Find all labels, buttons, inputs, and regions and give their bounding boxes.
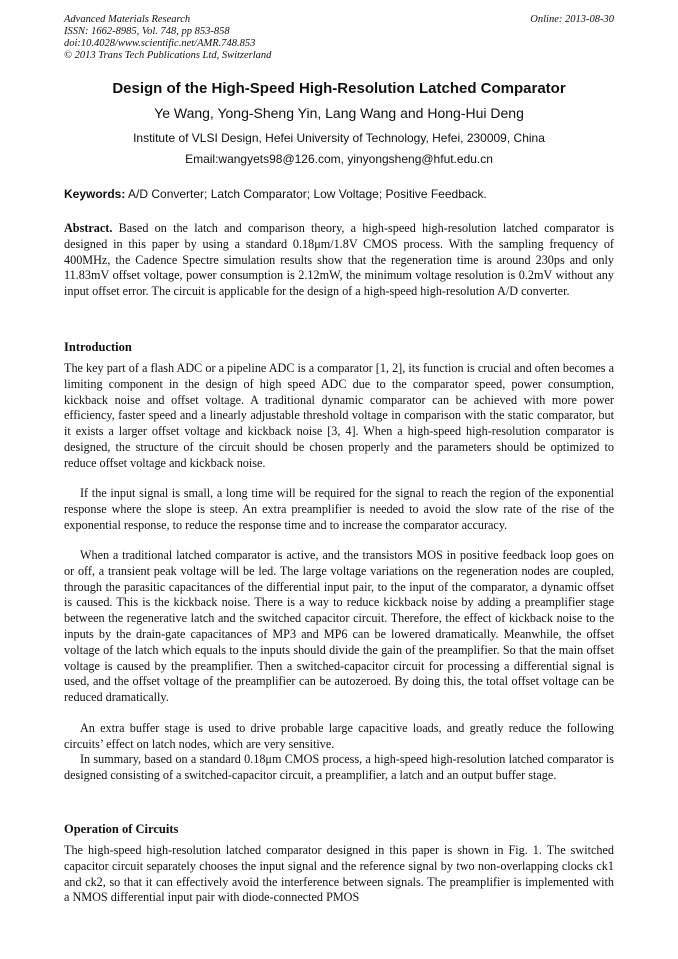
paper-authors: Ye Wang, Yong-Sheng Yin, Lang Wang and Hong-Hui Deng	[154, 105, 524, 121]
intro-paragraph-5: In summary, based on a standard 0.18μm CMOS process, a high-speed high-resolution latched comparator is designed consisting of a switched-capacitor circuit, a preamplifier, a latch and an output buffer stage.	[64, 752, 614, 782]
journal-name: Advanced Materials Research	[64, 14, 191, 25]
keywords	[64, 187, 614, 202]
keywords-text: A/D Converter; Latch Comparator; Low Voltage; Positive Feedback.	[125, 187, 487, 201]
journal-copyright: © 2013 Trans Tech Publications Ltd, Switzerland	[64, 50, 272, 61]
section-heading-operation: Operation of Circuits	[64, 822, 179, 836]
online-date: Online: 2013-08-30	[530, 14, 614, 25]
abstract-text: Based on the latch and comparison theory, a high-speed high-resolution latched comparator is designed in this paper by using a standard 0.18μm/1.8V CMOS process. With the sampling frequency of 400MHz, the Cadence Spectre simulation results show that the regeneration time is around 230ps and only 11.83mV offset voltage, power consumption is 2.12mW, the minimum voltage resolution is 0.2mV without any input offset error. The circuit is applicable for the design of a high-speed high-resolution A/D converter.	[64, 221, 614, 299]
paper-email: Email:wangyets98@126.com, yinyongsheng@hfut.edu.cn	[185, 152, 493, 166]
intro-paragraph-1: The key part of a flash ADC or a pipeline ADC is a comparator [1, 2], its function is crucial and often becomes a limiting component in the design of high speed ADC due to the comparator speed, power consumption, kickback noise and offset voltage. A traditional dynamic comparator can be achieved with more power efficiency, faster speed and a linearly adjustable threshold voltage in comparison with the static comparator, but it exists a larger offset voltage and kickback noise [3, 4]. When a high-speed high-resolution comparator is designed, the structure of the circuit should be chosen properly and the parameters should be optimized to reduce offset voltage and kickback noise.	[64, 361, 614, 470]
journal-issn: ISSN: 1662-8985, Vol. 748, pp 853-858	[64, 26, 230, 37]
abstract	[64, 221, 614, 300]
journal-doi: doi:10.4028/www.scientific.net/AMR.748.853	[64, 38, 256, 49]
intro-paragraph-3: When a traditional latched comparator is active, and the transistors MOS in positive feedback loop goes on or off, a transient peak voltage will be led. The large voltage variations on the regeneration nodes are coupled, through the parasitic capacitances of the differential input pair, to the input of the comparator, a dynamic offset is caused. This is the kickback noise. There is a way to reduce kickback noise by adding a preamplifier stage between the regenerative latch and the switched capacitor circuit. Therefore, the effect of kickback noise to the inputs by the drain-gate capacitances of MP3 and MP6 can be lowered dramatically. Meanwhile, the offset voltage of the latch which equals to the inputs should divide the gain of the preamplifier. So that the main offset voltage is caused by the preamplifier. Then a switched-capacitor circuit for processing a differential signal is used, and the offset voltage of the preamplifier can be autozeroed. By doing this, the total offset voltage can be reduced dramatically.	[64, 548, 614, 705]
paper-title: Design of the High-Speed High-Resolution Latched Comparator	[112, 80, 566, 97]
section-heading-introduction: Introduction	[64, 340, 132, 354]
operation-paragraph-1: The high-speed high-resolution latched comparator designed in this paper is shown in Fig. 1. The switched capacitor circuit separately chooses the input signal and the reference signal by two non-overlapping clocks ck1 and ck2, so that it can effectively avoid the interference between signals. The preamplifier is implemented with a NMOS differential input pair with diode-connected PMOS	[64, 843, 614, 905]
intro-paragraph-4: An extra buffer stage is used to drive probable large capacitive loads, and greatly reduce the following circuits’ effect on latch nodes, which are very sensitive.	[64, 721, 614, 751]
paper-affiliation: Institute of VLSI Design, Hefei University of Technology, Hefei, 230009, China	[133, 131, 545, 145]
abstract-label: Abstract.	[64, 221, 113, 235]
keywords-label: Keywords:	[64, 187, 126, 201]
journal-header	[64, 14, 271, 62]
intro-paragraph-2: If the input signal is small, a long time will be required for the signal to reach the region of the exponential response where the slope is steep. An extra preamplifier is needed to avoid the slow rate of the rise of the exponential response, to reduce the response time and to increase the comparator accuracy.	[64, 486, 614, 532]
